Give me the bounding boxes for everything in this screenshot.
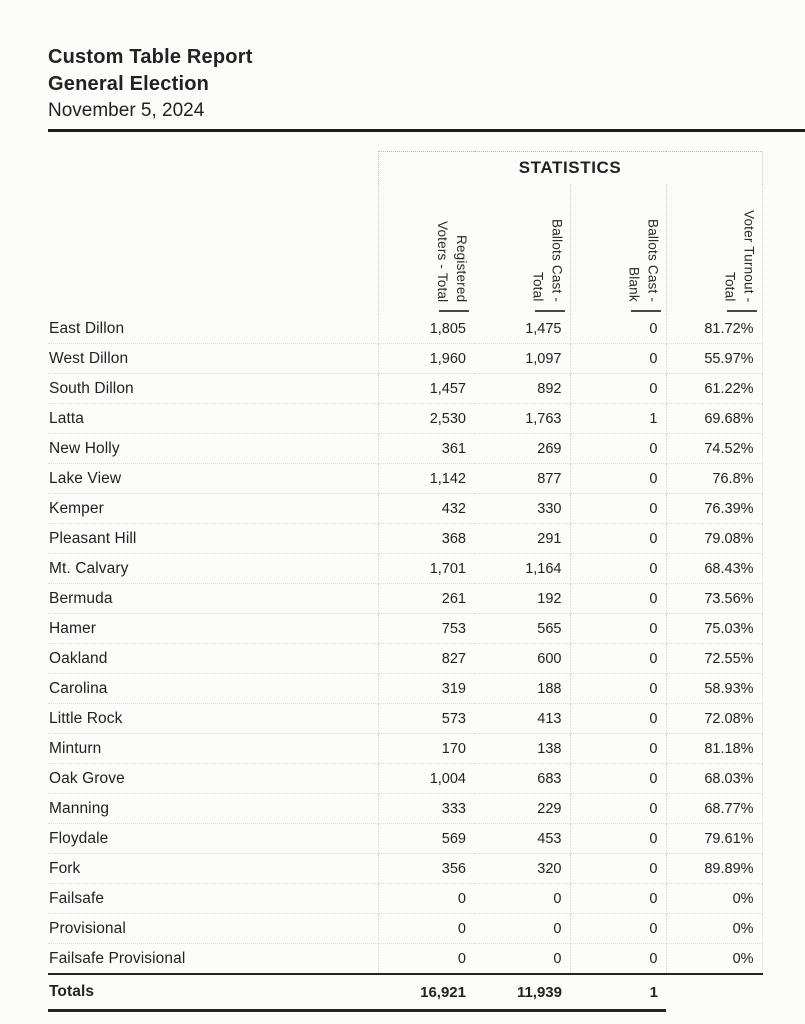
ballots-blank-value: 0 [570,434,666,464]
registered-voters-value: 356 [378,854,474,884]
ballots-cast-value: 453 [474,824,570,854]
table-row [48,524,762,554]
table-row [48,944,762,975]
ballots-blank-value: 0 [570,344,666,374]
ballots-blank-value: 0 [570,494,666,524]
registered-voters-value: 170 [378,734,474,764]
registered-voters-value: 827 [378,644,474,674]
voter-turnout-value: 76.39% [666,494,762,524]
registered-voters-value: 1,004 [378,764,474,794]
registered-voters-value: 573 [378,704,474,734]
ballots-cast-value: 0 [474,944,570,975]
voter-turnout-value: 89.89% [666,854,762,884]
ballots-blank-value: 0 [570,464,666,494]
precinct-name: Mt. Calvary [48,554,378,584]
totals-voter-turnout [666,974,762,1011]
ballots-cast-value: 565 [474,614,570,644]
registered-voters-value: 368 [378,524,474,554]
ballots-blank-value: 0 [570,584,666,614]
registered-voters-value: 361 [378,434,474,464]
precinct-name: Oakland [48,644,378,674]
registered-voters-value: 569 [378,824,474,854]
registered-voters-value: 0 [378,914,474,944]
ballots-cast-value: 600 [474,644,570,674]
col-header-line: Registered [454,234,469,302]
report-date: November 5, 2024 [48,100,205,121]
table-row [48,704,762,734]
ballots-blank-value: 0 [570,944,666,975]
ballots-cast-value: 291 [474,524,570,554]
ballots-blank-value: 0 [570,824,666,854]
voter-turnout-value: 68.43% [666,554,762,584]
voter-turnout-value: 79.08% [666,524,762,554]
voter-turnout-value: 68.77% [666,794,762,824]
ballots-cast-value: 1,763 [474,404,570,434]
ballots-cast-value: 413 [474,704,570,734]
table-row [48,494,762,524]
col-header-line: Total [722,272,738,302]
table-row [48,404,762,434]
voter-turnout-value: 81.18% [666,734,762,764]
precinct-name: Provisional [48,914,378,944]
precinct-name: Minturn [48,734,378,764]
table-row [48,554,762,584]
report-subtitle: General Election [48,73,210,95]
ballots-blank-value: 0 [570,314,666,344]
title-rule [48,129,805,132]
corner-cell [48,152,378,185]
section-title: STATISTICS [378,152,762,185]
table-row [48,884,762,914]
voter-turnout-value: 0% [666,914,762,944]
ballots-cast-value: 1,164 [474,554,570,584]
ballots-cast-value: 320 [474,854,570,884]
registered-voters-value: 1,701 [378,554,474,584]
voter-turnout-value: 68.03% [666,764,762,794]
ballots-cast-value: 192 [474,584,570,614]
table-row [48,854,762,884]
ballots-blank-value: 0 [570,524,666,554]
col-header-line: Blank [626,267,642,302]
registered-voters-value: 261 [378,584,474,614]
column-header-row [48,184,762,314]
col-header-line: Total [530,272,546,302]
voter-turnout-value: 75.03% [666,614,762,644]
precinct-name: West Dillon [48,344,378,374]
table-row [48,644,762,674]
ballots-blank-value: 1 [570,404,666,434]
precinct-name: Fork [48,854,378,884]
registered-voters-value: 432 [378,494,474,524]
precinct-name: Manning [48,794,378,824]
registered-voters-value: 333 [378,794,474,824]
precinct-name: Hamer [48,614,378,644]
ballots-blank-value: 0 [570,884,666,914]
ballots-blank-value: 0 [570,614,666,644]
precinct-name: Carolina [48,674,378,704]
table-row [48,614,762,644]
ballots-cast-value: 892 [474,374,570,404]
precinct-name: Lake View [48,464,378,494]
voter-turnout-value: 81.72% [666,314,762,344]
ballots-blank-value: 0 [570,854,666,884]
precinct-name: Oak Grove [48,764,378,794]
precinct-name: Kemper [48,494,378,524]
table-row [48,434,762,464]
voter-turnout-value: 0% [666,884,762,914]
registered-voters-value: 2,530 [378,404,474,434]
ballots-blank-value: 0 [570,554,666,584]
precinct-name: South Dillon [48,374,378,404]
col-header-ballots-cast-blank [570,184,666,314]
registered-voters-value: 753 [378,614,474,644]
ballots-blank-value: 0 [570,734,666,764]
voter-turnout-value: 55.97% [666,344,762,374]
ballots-cast-value: 683 [474,764,570,794]
ballots-cast-value: 877 [474,464,570,494]
precinct-name: Failsafe [48,884,378,914]
table-row [48,824,762,854]
table-row [48,794,762,824]
table-row [48,764,762,794]
col-header-voter-turnout [666,184,762,314]
voter-turnout-value: 73.56% [666,584,762,614]
col-header-line: Voters - Total [434,220,450,302]
precinct-name: Pleasant Hill [48,524,378,554]
voter-turnout-value: 58.93% [666,674,762,704]
col-header-ballots-cast-total [474,184,570,314]
totals-registered-voters: 16,921 [378,974,474,1011]
table-row [48,914,762,944]
precinct-name: Failsafe Provisional [48,944,378,975]
ballots-blank-value: 0 [570,764,666,794]
voter-turnout-value: 74.52% [666,434,762,464]
registered-voters-value: 1,805 [378,314,474,344]
totals-label: Totals [48,974,378,1011]
registered-voters-value: 319 [378,674,474,704]
precinct-name: Floydale [48,824,378,854]
ballots-cast-value: 330 [474,494,570,524]
voter-turnout-value: 69.68% [666,404,762,434]
precinct-name: Little Rock [48,704,378,734]
precinct-name: Bermuda [48,584,378,614]
totals-ballots-blank: 1 [570,974,666,1011]
ballots-blank-value: 0 [570,704,666,734]
ballots-cast-value: 188 [474,674,570,704]
col-header-registered-voters [378,184,474,314]
voter-turnout-value: 79.61% [666,824,762,854]
registered-voters-value: 1,960 [378,344,474,374]
totals-ballots-cast: 11,939 [474,974,570,1011]
ballots-cast-value: 0 [474,914,570,944]
registered-voters-value: 1,457 [378,374,474,404]
corner-cell [48,184,378,314]
totals-row [48,974,762,1011]
ballots-blank-value: 0 [570,794,666,824]
table-row [48,344,762,374]
table-row [48,674,762,704]
table-row [48,734,762,764]
statistics-table [48,151,763,1012]
ballots-cast-value: 229 [474,794,570,824]
ballots-cast-value: 1,475 [525,320,562,337]
precinct-name: Latta [48,404,378,434]
registered-voters-value: 1,142 [378,464,474,494]
col-header-line: Ballots Cast - [645,218,661,302]
ballots-cast-value: 1,097 [474,344,570,374]
section-header-row [48,152,762,185]
table-row [48,584,762,614]
ballots-blank-value: 0 [570,374,666,404]
voter-turnout-value: 0% [666,944,762,975]
voter-turnout-value: 61.22% [666,374,762,404]
ballots-cast-value: 0 [474,884,570,914]
ballots-cast-value: 138 [474,734,570,764]
ballots-blank-value: 0 [570,644,666,674]
ballots-blank-value: 0 [570,914,666,944]
ballots-cast-value: 269 [474,434,570,464]
col-header-line: Ballots Cast - [549,218,565,302]
table-row [48,314,762,344]
col-header-line: Voter Turnout - [741,209,757,302]
voter-turnout-value: 76.8% [666,464,762,494]
precinct-name: New Holly [48,434,378,464]
registered-voters-value: 0 [378,884,474,914]
table-row [48,374,762,404]
voter-turnout-value: 72.08% [666,704,762,734]
ballots-blank-value: 0 [570,674,666,704]
report-title: Custom Table Report [48,46,253,68]
table-row [48,464,762,494]
registered-voters-value: 0 [378,944,474,975]
precinct-name: East Dillon [49,319,125,337]
voter-turnout-value: 72.55% [666,644,762,674]
